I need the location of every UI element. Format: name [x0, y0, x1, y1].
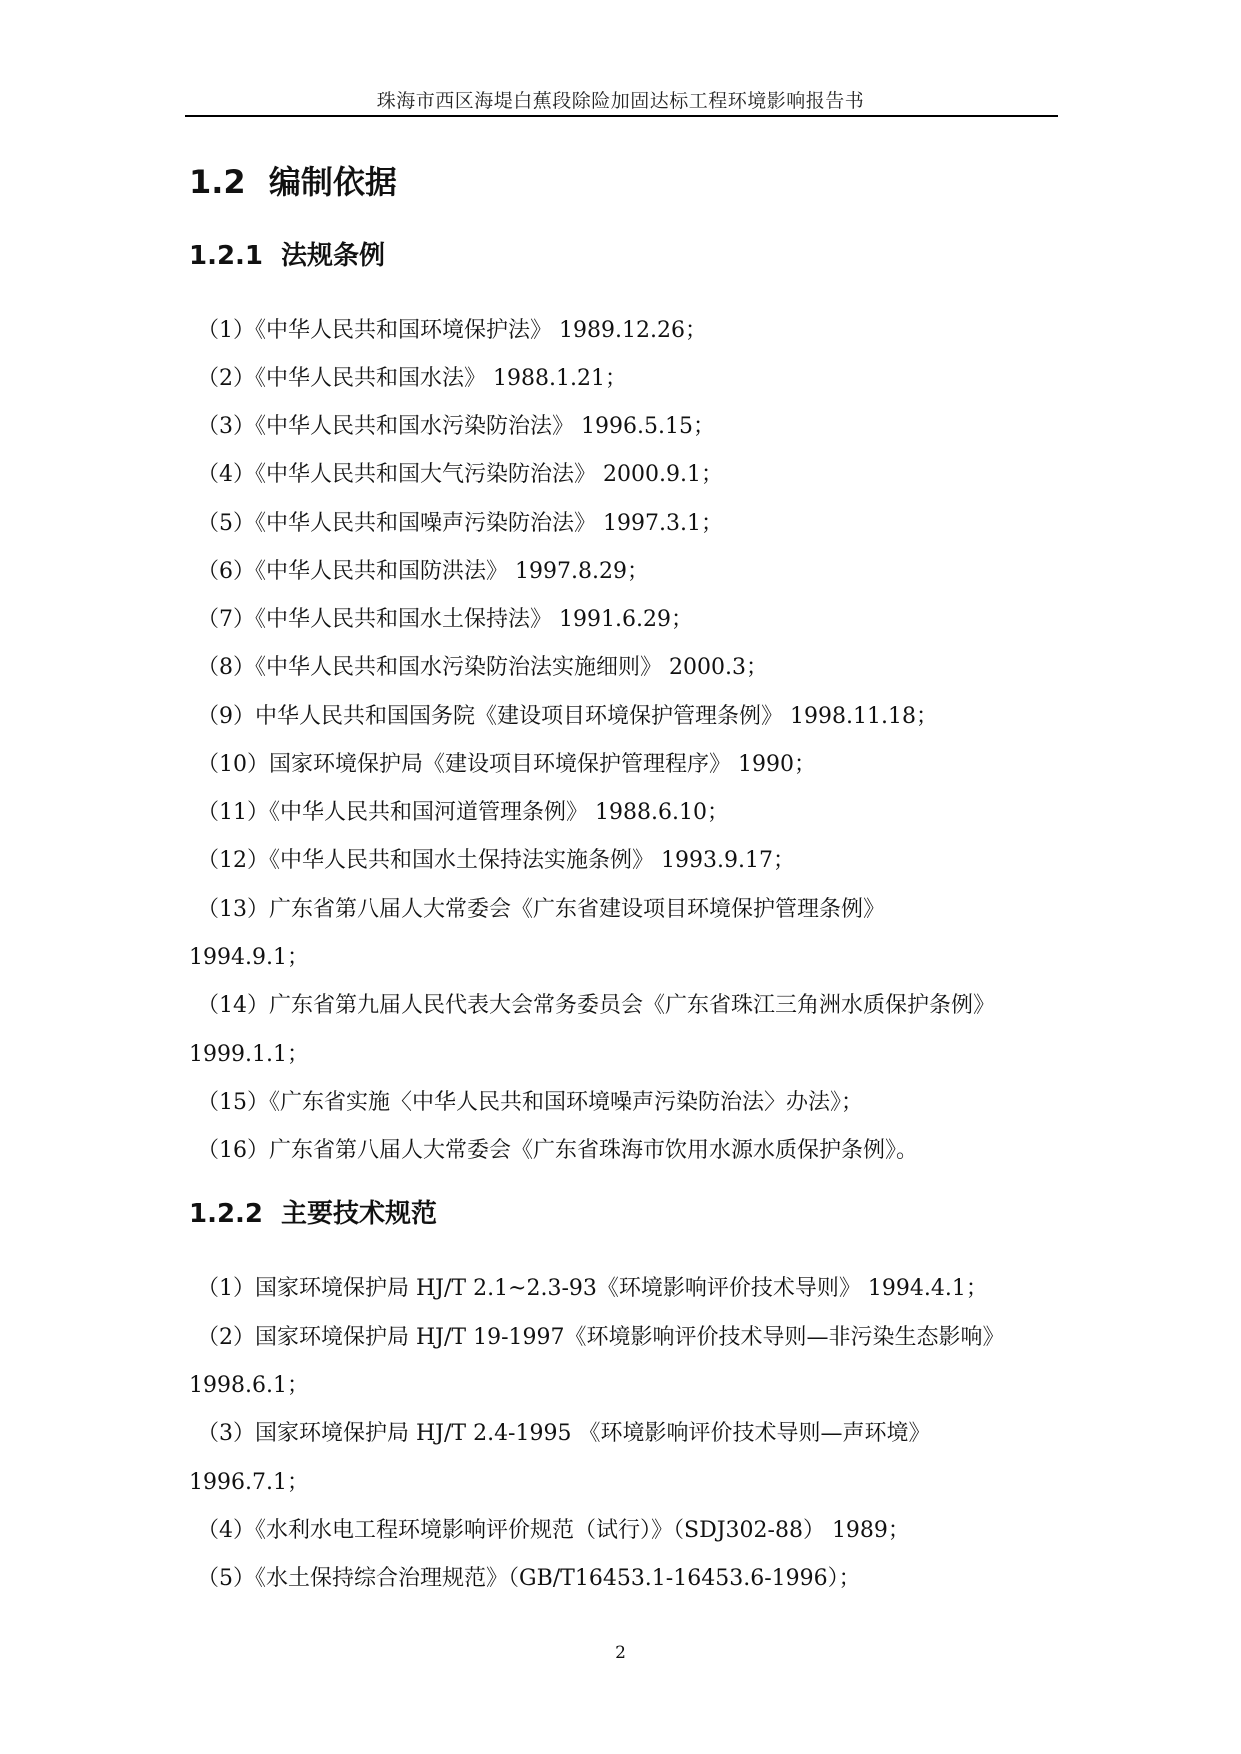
list-item-continuation: 1999.1.1； — [189, 1042, 309, 1067]
section-title: 编制依据 — [268, 163, 397, 201]
list-item: （1）国家环境保护局 HJ/T 2.1~2.3-93《环境影响评价技术导则》 1994.4.1； — [197, 1276, 988, 1301]
list-item-continuation: 1998.6.1； — [189, 1373, 309, 1398]
list-item-continuation: 1994.9.1； — [189, 945, 309, 970]
list-item-continuation: 1996.7.1； — [189, 1470, 309, 1495]
list-item: （5）《水土保持综合治理规范》（GB/T16453.1-16453.6-1996）； — [197, 1566, 861, 1591]
list-item: （2）国家环境保护局 HJ/T 19-1997《环境影响评价技术导则—非污染生态影响》 — [197, 1325, 1005, 1350]
header-rule — [185, 115, 1058, 117]
list-item: （5）《中华人民共和国噪声污染防治法》 1997.3.1； — [197, 511, 723, 536]
list-item: （4）《水利水电工程环境影响评价规范（试行）》（SDJ302-88） 1989； — [197, 1518, 910, 1543]
list-item: （1）《中华人民共和国环境保护法》 1989.12.26； — [197, 318, 707, 343]
list-item: （15）《广东省实施〈中华人民共和国环境噪声污染防治法〉办法》； — [197, 1090, 863, 1115]
list-item: （13）广东省第八届人大常委会《广东省建设项目环境保护管理条例》 — [197, 897, 885, 922]
page-number: 2 — [615, 1643, 626, 1663]
list-item: （10）国家环境保护局《建设项目环境保护管理程序》 1990； — [197, 752, 816, 777]
subsection-title: 法规条例 — [281, 241, 386, 271]
list-item: （3）《中华人民共和国水污染防治法》 1996.5.15； — [197, 414, 715, 439]
running-header: 珠海市西区海堤白蕉段除险加固达标工程环境影响报告书 — [376, 90, 865, 112]
list-item: （11）《中华人民共和国河道管理条例》 1988.6.10； — [197, 800, 729, 825]
list-item: （16）广东省第八届人大常委会《广东省珠海市饮用水源水质保护条例》。 — [197, 1138, 918, 1163]
list-item: （2）《中华人民共和国水法》 1988.1.21； — [197, 366, 627, 391]
list-item: （9）中华人民共和国国务院《建设项目环境保护管理条例》 1998.11.18； — [197, 704, 938, 729]
list-item: （6）《中华人民共和国防洪法》 1997.8.29； — [197, 559, 649, 584]
section-heading — [189, 160, 397, 204]
list-item: （14）广东省第九届人民代表大会常务委员会《广东省珠江三角洲水质保护条例》 — [197, 993, 995, 1018]
list-item: （8）《中华人民共和国水污染防治法实施细则》 2000.3； — [197, 655, 768, 680]
subsection-heading-regulations — [189, 238, 385, 274]
list-item: （4）《中华人民共和国大气污染防治法》 2000.9.1； — [197, 462, 723, 487]
subsection-number: 1.2.1 — [189, 241, 264, 271]
list-item: （7）《中华人民共和国水土保持法》 1991.6.29； — [197, 607, 693, 632]
subsection-heading-technical-standards — [189, 1196, 437, 1232]
list-item: （12）《中华人民共和国水土保持法实施条例》 1993.9.17； — [197, 848, 795, 873]
subsection-title: 主要技术规范 — [281, 1199, 438, 1229]
section-number: 1.2 — [189, 163, 246, 201]
list-item: （3）国家环境保护局 HJ/T 2.4-1995 《环境影响评价技术导则—声环境》 — [197, 1421, 931, 1446]
subsection-number: 1.2.2 — [189, 1199, 264, 1229]
